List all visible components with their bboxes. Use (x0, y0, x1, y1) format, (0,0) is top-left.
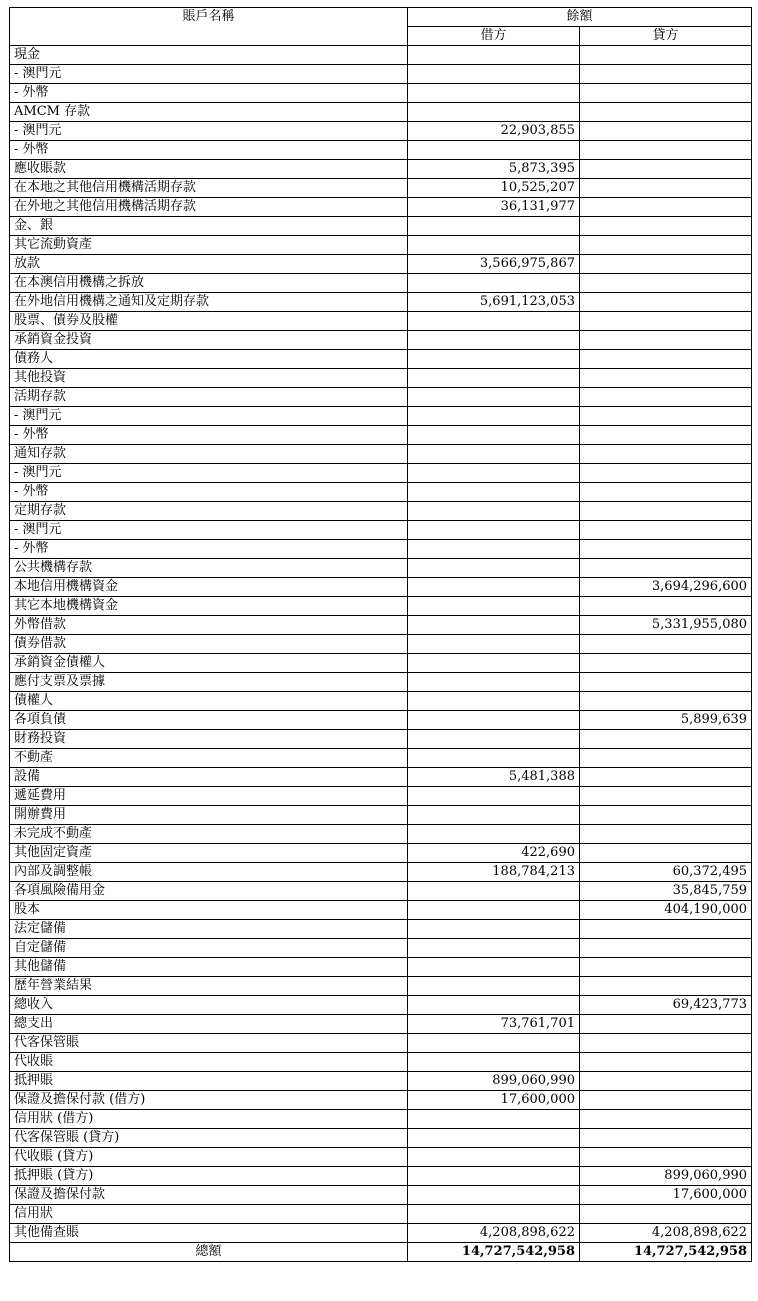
table-row (10, 369, 752, 388)
account-name-cell: 在外地信用機構之通知及定期存款 (10, 293, 408, 312)
credit-cell (580, 1129, 752, 1148)
credit-cell (580, 939, 752, 958)
account-name-cell: 股票、債券及股權 (10, 312, 408, 331)
credit-cell (580, 920, 752, 939)
debit-cell (408, 1167, 580, 1186)
credit-cell (580, 141, 752, 160)
trial-balance-table (9, 7, 752, 1262)
table-row (10, 749, 752, 768)
table-row (10, 825, 752, 844)
account-name-cell: 其他投資 (10, 369, 408, 388)
account-name-cell: 總支出 (10, 1015, 408, 1034)
account-name-cell: - 澳門元 (10, 464, 408, 483)
debit-cell: 4,208,898,622 (408, 1224, 580, 1243)
table-row (10, 445, 752, 464)
table-row (10, 597, 752, 616)
account-name-cell: 定期存款 (10, 502, 408, 521)
credit-cell: 69,423,773 (580, 996, 752, 1015)
debit-cell (408, 1053, 580, 1072)
credit-cell (580, 1053, 752, 1072)
account-name-cell: 承銷資金債權人 (10, 654, 408, 673)
debit-cell: 899,060,990 (408, 1072, 580, 1091)
credit-cell: 3,694,296,600 (580, 578, 752, 597)
debit-cell (408, 1205, 580, 1224)
account-name-cell: 設備 (10, 768, 408, 787)
table-row (10, 673, 752, 692)
debit-cell (408, 996, 580, 1015)
account-name-cell: 在本澳信用機構之拆放 (10, 274, 408, 293)
account-name-cell: 外幣借款 (10, 616, 408, 635)
credit-cell (580, 749, 752, 768)
table-row (10, 1110, 752, 1129)
credit-cell (580, 312, 752, 331)
debit-cell: 5,481,388 (408, 768, 580, 787)
debit-cell (408, 483, 580, 502)
debit-cell: 73,761,701 (408, 1015, 580, 1034)
account-name-cell: 債務人 (10, 350, 408, 369)
account-name-cell: 通知存款 (10, 445, 408, 464)
table-row (10, 1224, 752, 1243)
total-row (10, 1243, 752, 1262)
credit-cell (580, 787, 752, 806)
account-name-cell: 股本 (10, 901, 408, 920)
account-name-cell: 保證及擔保付款 (借方) (10, 1091, 408, 1110)
credit-cell (580, 502, 752, 521)
table-row (10, 65, 752, 84)
credit-cell (580, 1148, 752, 1167)
debit-cell (408, 597, 580, 616)
credit-cell (580, 388, 752, 407)
credit-cell (580, 293, 752, 312)
table-row (10, 388, 752, 407)
table-row (10, 711, 752, 730)
account-name-cell: - 澳門元 (10, 65, 408, 84)
debit-cell (408, 920, 580, 939)
table-row (10, 616, 752, 635)
debit-cell (408, 616, 580, 635)
credit-cell (580, 274, 752, 293)
credit-cell (580, 825, 752, 844)
debit-cell: 10,525,207 (408, 179, 580, 198)
table-row (10, 882, 752, 901)
credit-cell (580, 46, 752, 65)
table-row (10, 122, 752, 141)
credit-cell: 35,845,759 (580, 882, 752, 901)
table-row (10, 635, 752, 654)
account-name-cell: 未完成不動產 (10, 825, 408, 844)
debit-cell (408, 1129, 580, 1148)
credit-cell: 60,372,495 (580, 863, 752, 882)
debit-cell (408, 217, 580, 236)
account-name-cell: 自定儲備 (10, 939, 408, 958)
table-row (10, 559, 752, 578)
debit-cell (408, 407, 580, 426)
credit-cell (580, 236, 752, 255)
debit-cell (408, 350, 580, 369)
credit-cell (580, 806, 752, 825)
account-name-cell: 債券借款 (10, 635, 408, 654)
table-row (10, 198, 752, 217)
account-name-cell: 承銷資金投資 (10, 331, 408, 350)
table-row (10, 103, 752, 122)
debit-cell (408, 901, 580, 920)
table-row (10, 806, 752, 825)
debit-cell (408, 730, 580, 749)
credit-cell (580, 160, 752, 179)
credit-cell (580, 635, 752, 654)
debit-cell (408, 825, 580, 844)
credit-cell (580, 198, 752, 217)
table-row (10, 920, 752, 939)
debit-cell (408, 502, 580, 521)
debit-cell (408, 65, 580, 84)
account-name-cell: 應收賬款 (10, 160, 408, 179)
table-row (10, 426, 752, 445)
account-name-cell: 各項負債 (10, 711, 408, 730)
table-row (10, 160, 752, 179)
debit-cell (408, 331, 580, 350)
credit-cell (580, 1205, 752, 1224)
table-row (10, 730, 752, 749)
debit-cell (408, 1148, 580, 1167)
credit-cell (580, 1072, 752, 1091)
table-row (10, 350, 752, 369)
debit-cell (408, 540, 580, 559)
table-row (10, 1167, 752, 1186)
account-name-cell: 在外地之其他信用機構活期存款 (10, 198, 408, 217)
account-name-cell: 債權人 (10, 692, 408, 711)
debit-cell (408, 806, 580, 825)
credit-cell (580, 1091, 752, 1110)
debit-cell (408, 369, 580, 388)
account-name-cell: 各項風險備用金 (10, 882, 408, 901)
debit-cell (408, 711, 580, 730)
account-name-cell: 保證及擔保付款 (10, 1186, 408, 1205)
credit-cell (580, 521, 752, 540)
debit-cell: 422,690 (408, 844, 580, 863)
debit-cell (408, 692, 580, 711)
table-header (10, 8, 752, 46)
table-row (10, 46, 752, 65)
debit-cell (408, 1186, 580, 1205)
table-row (10, 958, 752, 977)
account-name-cell: 其他固定資產 (10, 844, 408, 863)
debit-cell (408, 46, 580, 65)
account-name-cell: 其它本地機構資金 (10, 597, 408, 616)
account-name-cell: 信用狀 (借方) (10, 1110, 408, 1129)
debit-cell (408, 521, 580, 540)
account-name-cell: 現金 (10, 46, 408, 65)
credit-cell: 4,208,898,622 (580, 1224, 752, 1243)
debit-cell (408, 977, 580, 996)
debit-cell (408, 141, 580, 160)
account-name-cell: - 澳門元 (10, 521, 408, 540)
table-row (10, 255, 752, 274)
credit-cell: 5,331,955,080 (580, 616, 752, 635)
account-name-cell: - 外幣 (10, 540, 408, 559)
table-row (10, 312, 752, 331)
credit-cell (580, 369, 752, 388)
debit-cell (408, 958, 580, 977)
debit-cell (408, 1034, 580, 1053)
table-row (10, 1186, 752, 1205)
credit-cell (580, 597, 752, 616)
credit-cell: 5,899,639 (580, 711, 752, 730)
debit-cell (408, 1110, 580, 1129)
table-row (10, 1072, 752, 1091)
account-name-cell: 開辦費用 (10, 806, 408, 825)
credit-cell (580, 1034, 752, 1053)
account-name-cell: - 外幣 (10, 84, 408, 103)
account-name-cell: 其他備查賬 (10, 1224, 408, 1243)
debit-cell (408, 84, 580, 103)
credit-cell: 404,190,000 (580, 901, 752, 920)
table-row (10, 996, 752, 1015)
credit-header: 貸方 (580, 27, 752, 46)
table-row (10, 977, 752, 996)
debit-cell (408, 464, 580, 483)
table-row (10, 236, 752, 255)
account-name-cell: 代客保管賬 (貸方) (10, 1129, 408, 1148)
table-row (10, 844, 752, 863)
account-name-cell: 放款 (10, 255, 408, 274)
debit-cell: 188,784,213 (408, 863, 580, 882)
account-name-cell: AMCM 存款 (10, 103, 408, 122)
credit-cell (580, 958, 752, 977)
account-name-cell: 其它流動資產 (10, 236, 408, 255)
debit-cell (408, 749, 580, 768)
credit-cell (580, 768, 752, 787)
credit-cell (580, 445, 752, 464)
table-row (10, 141, 752, 160)
table-row (10, 768, 752, 787)
debit-cell (408, 312, 580, 331)
table-row (10, 901, 752, 920)
table-body (10, 46, 752, 1243)
debit-header: 借方 (408, 27, 580, 46)
debit-cell (408, 673, 580, 692)
debit-cell (408, 388, 580, 407)
table-row (10, 654, 752, 673)
credit-cell (580, 255, 752, 274)
table-row (10, 84, 752, 103)
table-row (10, 540, 752, 559)
credit-cell (580, 464, 752, 483)
debit-cell (408, 635, 580, 654)
total-debit: 14,727,542,958 (408, 1243, 580, 1262)
credit-cell (580, 559, 752, 578)
credit-cell (580, 1015, 752, 1034)
credit-cell (580, 122, 752, 141)
table-row (10, 863, 752, 882)
debit-cell: 5,873,395 (408, 160, 580, 179)
credit-cell: 17,600,000 (580, 1186, 752, 1205)
debit-cell (408, 882, 580, 901)
debit-cell (408, 236, 580, 255)
credit-cell (580, 426, 752, 445)
table-row (10, 1129, 752, 1148)
debit-cell (408, 559, 580, 578)
debit-cell: 3,566,975,867 (408, 255, 580, 274)
table-row (10, 1053, 752, 1072)
debit-cell (408, 274, 580, 293)
table-row (10, 179, 752, 198)
account-name-cell: 金、銀 (10, 217, 408, 236)
table-row (10, 1148, 752, 1167)
account-name-cell: 其他儲備 (10, 958, 408, 977)
account-name-cell: 歷年營業結果 (10, 977, 408, 996)
credit-cell (580, 844, 752, 863)
debit-cell (408, 939, 580, 958)
account-name-cell: 代客保管賬 (10, 1034, 408, 1053)
account-name-cell: 代收賬 (貸方) (10, 1148, 408, 1167)
table-row (10, 692, 752, 711)
debit-cell (408, 654, 580, 673)
table-row (10, 483, 752, 502)
account-name-cell: 代收賬 (10, 1053, 408, 1072)
credit-cell (580, 217, 752, 236)
debit-cell (408, 578, 580, 597)
table-row (10, 502, 752, 521)
debit-cell (408, 445, 580, 464)
table-row (10, 1034, 752, 1053)
account-name-cell: - 澳門元 (10, 407, 408, 426)
credit-cell (580, 977, 752, 996)
account-name-cell: 財務投資 (10, 730, 408, 749)
account-name-cell: - 外幣 (10, 483, 408, 502)
table-row (10, 939, 752, 958)
table-row (10, 1205, 752, 1224)
account-name-cell: 抵押賬 (貸方) (10, 1167, 408, 1186)
debit-cell (408, 787, 580, 806)
credit-cell (580, 407, 752, 426)
table-row (10, 331, 752, 350)
account-name-cell: 本地信用機構資金 (10, 578, 408, 597)
table-row (10, 1015, 752, 1034)
credit-cell (580, 103, 752, 122)
account-name-cell: 抵押賬 (10, 1072, 408, 1091)
total-label: 總額 (10, 1243, 408, 1262)
account-name-cell: 遞延費用 (10, 787, 408, 806)
account-name-cell: 內部及調整帳 (10, 863, 408, 882)
credit-cell (580, 350, 752, 369)
account-name-cell: 應付支票及票據 (10, 673, 408, 692)
table-row (10, 464, 752, 483)
table-row (10, 787, 752, 806)
account-name-cell: - 外幣 (10, 426, 408, 445)
debit-cell: 17,600,000 (408, 1091, 580, 1110)
credit-cell (580, 673, 752, 692)
table-row (10, 578, 752, 597)
credit-cell (580, 65, 752, 84)
account-name-cell: 法定儲備 (10, 920, 408, 939)
debit-cell: 5,691,123,053 (408, 293, 580, 312)
debit-cell: 36,131,977 (408, 198, 580, 217)
table-row (10, 293, 752, 312)
account-name-cell: 總收入 (10, 996, 408, 1015)
account-name-cell: - 澳門元 (10, 122, 408, 141)
credit-cell: 899,060,990 (580, 1167, 752, 1186)
credit-cell (580, 179, 752, 198)
table-row (10, 274, 752, 293)
credit-cell (580, 540, 752, 559)
debit-cell (408, 103, 580, 122)
credit-cell (580, 692, 752, 711)
total-credit: 14,727,542,958 (580, 1243, 752, 1262)
credit-cell (580, 730, 752, 749)
account-name-header: 賬戶名稱 (10, 8, 408, 46)
account-name-cell: - 外幣 (10, 141, 408, 160)
table-row (10, 521, 752, 540)
credit-cell (580, 483, 752, 502)
table-row (10, 1091, 752, 1110)
table-row (10, 217, 752, 236)
account-name-cell: 不動產 (10, 749, 408, 768)
account-name-cell: 在本地之其他信用機構活期存款 (10, 179, 408, 198)
credit-cell (580, 654, 752, 673)
account-name-cell: 信用狀 (10, 1205, 408, 1224)
credit-cell (580, 1110, 752, 1129)
credit-cell (580, 84, 752, 103)
credit-cell (580, 331, 752, 350)
debit-cell (408, 426, 580, 445)
balance-header: 餘額 (408, 8, 752, 27)
account-name-cell: 公共機構存款 (10, 559, 408, 578)
debit-cell: 22,903,855 (408, 122, 580, 141)
table-row (10, 407, 752, 426)
account-name-cell: 活期存款 (10, 388, 408, 407)
